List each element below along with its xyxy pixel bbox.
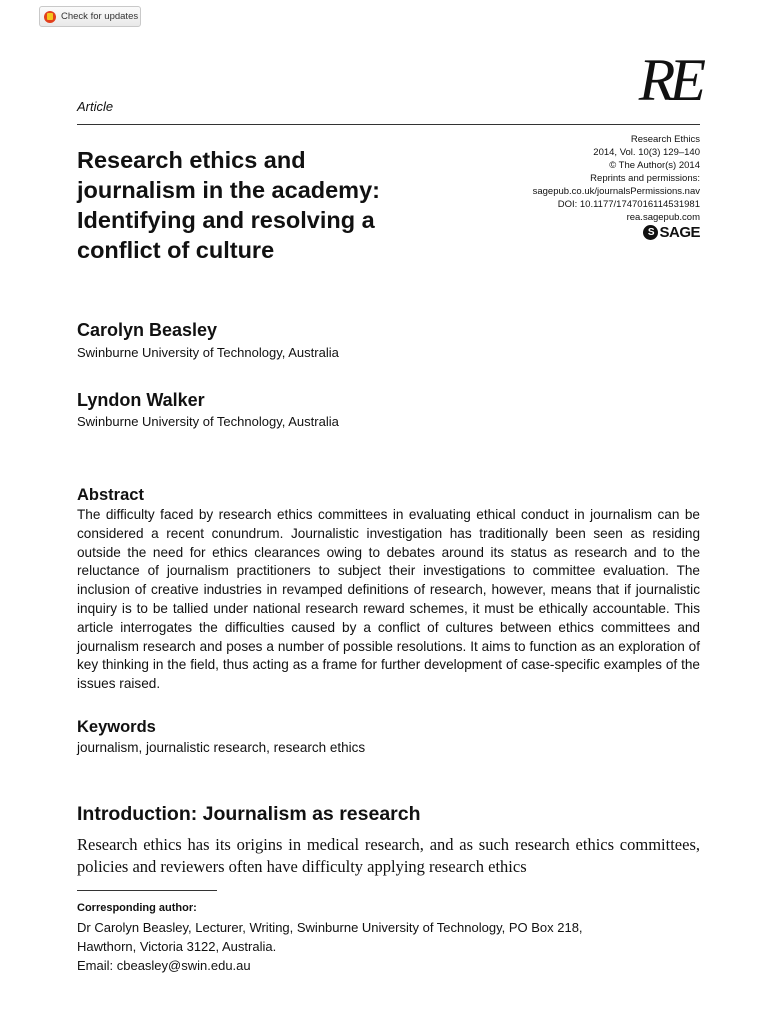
corresponding-author-note <box>77 901 700 975</box>
corresponding-author-line: Hawthorn, Victoria 3122, Australia. <box>77 939 277 954</box>
sage-wordmark: SAGE <box>659 224 700 241</box>
author-affiliation: Swinburne University of Technology, Australia <box>77 345 339 360</box>
journal-name: Research Ethics <box>630 134 700 145</box>
abstract-heading: Abstract <box>77 486 144 504</box>
author-affiliation: Swinburne University of Technology, Australia <box>77 414 339 429</box>
crossmark-icon <box>44 11 56 23</box>
title-line: journalism in the academy: <box>77 177 380 203</box>
check-for-updates-button[interactable] <box>39 6 141 27</box>
author-name: Carolyn Beasley <box>77 320 218 340</box>
article-type: Article <box>77 99 114 114</box>
abstract-text: The difficulty faced by research ethics committees in evaluating ethical conduct in journalism can be considered a recent conundrum. Journalistic investigation has traditionally been seen as residing outside the need for ethics clearances owing to debates around its status as research and to the reluctance of journalism practitioners to subject their investigations to committee evaluation. The inclusion of creative industries in revamped definitions of research, however, means that if journalistic inquiry is to be tallied under national research reward schemes, it must be ethically accountable. This article interrogates the difficulties caused by a conflict of cultures between ethics committees and journalism research and poses a number of possible resolutions. It aims to function as an exploration of key thinking in the field, thus acting as a frame for further development of case-specific examples of the issues raised. <box>77 507 700 692</box>
doi[interactable]: DOI: 10.1177/1747016114531981 <box>557 199 700 210</box>
reprints-link[interactable]: sagepub.co.uk/journalsPermissions.nav <box>532 186 700 197</box>
title-line: conflict of culture <box>77 237 275 263</box>
check-for-updates-label: Check for updates <box>61 11 139 22</box>
introduction-heading: Introduction: Journalism as research <box>77 803 421 825</box>
journal-logo: RE <box>638 47 700 113</box>
introduction-text: Research ethics has its origins in medical research, and as such research ethics committees, policies and reviewers often have difficulty applying research ethics <box>77 835 700 876</box>
sage-s-icon: S <box>643 225 658 240</box>
reprints-label: Reprints and permissions: <box>590 173 700 184</box>
top-divider <box>77 124 700 125</box>
title-line: Identifying and resolving a <box>77 207 375 233</box>
volume-info: 2014, Vol. 10(3) 129–140 <box>593 147 700 158</box>
footnote-divider <box>77 890 217 891</box>
copyright: © The Author(s) 2014 <box>609 160 700 171</box>
author-name: Lyndon Walker <box>77 390 205 410</box>
article-title <box>77 145 457 265</box>
title-line: Research ethics and <box>77 147 306 173</box>
journal-site-link[interactable]: rea.sagepub.com <box>626 212 700 223</box>
corresponding-author-heading: Corresponding author: <box>77 902 197 914</box>
keywords-heading: Keywords <box>77 718 156 736</box>
corresponding-author-email[interactable]: Email: cbeasley@swin.edu.au <box>77 958 251 973</box>
keywords-text: journalism, journalistic research, research ethics <box>77 740 366 755</box>
corresponding-author-line: Dr Carolyn Beasley, Lecturer, Writing, Swinburne University of Technology, PO Box 218, <box>77 920 583 935</box>
journal-metadata <box>440 133 700 224</box>
sage-logo <box>643 224 700 241</box>
